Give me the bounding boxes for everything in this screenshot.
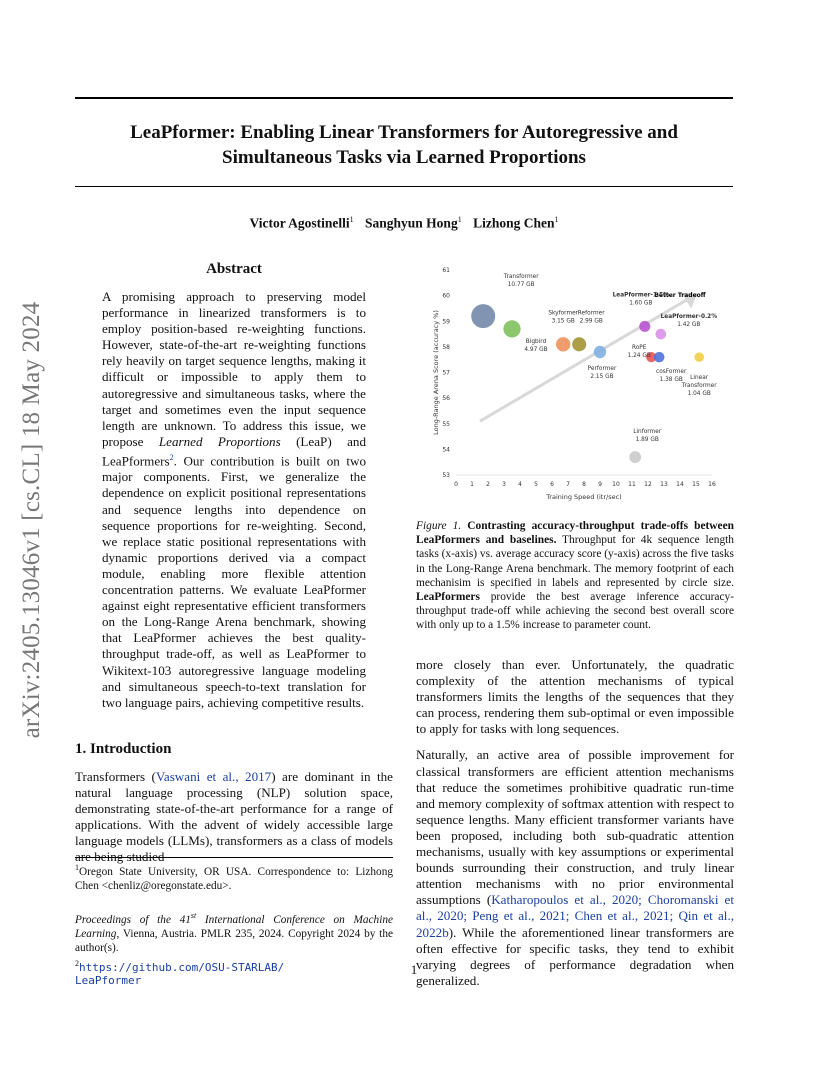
data-point-bubble [503, 320, 520, 337]
x-tick-label: 14 [676, 481, 684, 488]
x-tick-label: 13 [660, 481, 668, 488]
author-affiliation: 1 [457, 215, 462, 224]
caption-bold: Contrasting accuracy-throughput trade-offs between LeaPformers and baselines. [416, 520, 734, 547]
data-point-bubble [654, 352, 665, 363]
author-name: Lizhong Chen [473, 215, 555, 231]
point-name-label: LeaPformer-0.2% [660, 314, 718, 321]
figure-caption [416, 519, 734, 633]
author-affiliation: 1 [349, 215, 354, 224]
author-name: Sanghyun Hong [365, 215, 458, 231]
point-name-label: cosFormer [656, 369, 687, 376]
y-tick-label: 57 [442, 369, 450, 377]
y-tick-label: 53 [442, 472, 450, 479]
section-heading-introduction: 1. Introduction [75, 741, 172, 757]
data-point-bubble [594, 346, 606, 358]
y-axis-label: Long-Range Arena Score (accuracy %) [432, 310, 440, 435]
point-memory-label: 1.60 GB [629, 300, 653, 307]
x-tick-label: 2 [486, 481, 490, 488]
x-tick-label: 8 [582, 481, 586, 488]
paragraph-text: ). While the aforementioned linear transformers are often effective for specific tasks, they tend to exhibit varying degrees of performance degradation when generalized. [416, 924, 734, 988]
y-tick-label: 60 [442, 292, 450, 300]
intro-text: ) are dominant in the natural language processing (NLP) solution space, demonstrating state-of-the-art performance for a range of applications. With the advent of widely accessible large language models (LLMs), transformers as a class of models are being studied [75, 769, 393, 865]
x-tick-label: 9 [598, 481, 602, 488]
point-memory-label: 1.89 GB [635, 437, 659, 444]
top-rule [75, 97, 733, 99]
point-memory-label: 1.04 GB [687, 391, 711, 398]
point-memory-label: 1.24 GB [627, 353, 651, 360]
paragraph [416, 747, 734, 988]
proceedings-suffix: st [190, 910, 197, 920]
point-name-label: Skyformer [548, 310, 579, 317]
intro-body [75, 769, 393, 866]
x-tick-label: 6 [550, 481, 554, 488]
caption-label: Figure 1. [416, 520, 462, 532]
x-tick-label: 11 [628, 481, 636, 488]
title-line-1: LeaPformer: Enabling Linear Transformers for Autoregressive and [130, 122, 678, 143]
proceedings-text: Proceedings of the [75, 913, 180, 926]
title-bottom-rule [75, 186, 733, 187]
footnote-mark: 1 [75, 863, 79, 872]
point-memory-label: 2.15 GB [590, 374, 614, 380]
x-tick-label: 1 [470, 481, 474, 488]
repo-link[interactable]: https://github.com/OSU-STARLAB/ [79, 960, 285, 974]
x-tick-label: 16 [708, 481, 716, 488]
intro-text: Transformers ( [75, 769, 156, 784]
x-tick-label: 3 [502, 481, 506, 488]
proceedings-number: 41 [179, 913, 191, 926]
paragraph: more closely than ever. Unfortunately, the quadratic complexity of the attention mechanisms of typical transformers limits the lengths of the sequences that they can process, rendering them sub-optimal or even impossible to apply for tasks with long sequences. [416, 657, 734, 737]
caption-text: provide the best average inference accuracy-throughput trade-off while achieving the second best overall score with only up to a 1.5% increase to parameter count. [416, 591, 734, 632]
point-name-label: Bigbird [525, 338, 547, 345]
page-number: 1 [410, 962, 418, 977]
title-line-2: Simultaneous Tasks via Learned Proportions [222, 147, 586, 168]
point-memory-label: 3.15 GB [551, 318, 575, 325]
x-tick-label: 4 [518, 481, 522, 488]
point-memory-label: 10.77 GB [507, 282, 535, 289]
caption-text: Throughput for 4k sequence length tasks (x-axis) vs. average accuracy score (y-axis) across the five tasks in the Long-Range Arena benchmark. The memory footprint of each mechanisim is specified in labels and represented by circle size. [416, 534, 734, 589]
caption-bold: LeaPformers [416, 591, 480, 604]
y-tick-label: 54 [442, 446, 450, 454]
abstract-text: A promising approach to preserving model performance in linearized transformers is to employ position-based re-weighting functions. However, state-of-the-art re-weighting functions rely heavily on target sequence lengths, making it difficult or impossible to apply them to autoregressive and simultaneous tasks, where the target and sometimes even the input sequence length are unknown. To address this issue, we propose [102, 289, 366, 449]
tradeoff-label: Better Tradeoff [654, 291, 706, 299]
data-point-bubble [694, 352, 704, 362]
point-memory-label: 2.99 GB [579, 318, 603, 325]
point-name-label: Transformer [681, 383, 717, 390]
footnote-mark: 2 [75, 958, 79, 968]
point-name-label: Transformer [503, 274, 539, 281]
point-name-label: Linear [690, 375, 709, 382]
citation-link[interactable]: Vaswani et al., 2017 [155, 769, 272, 784]
abstract-emphasis: Learned Proportions [158, 433, 281, 449]
data-point-bubble [639, 321, 650, 332]
data-point-bubble [655, 329, 666, 340]
arxiv-stamp: arXiv:2405.13046v1 [cs.CL] 18 May 2024 [18, 301, 45, 739]
proceedings-text: International Conference on Machine Learning [75, 913, 393, 940]
point-name-label: Reformer [577, 310, 605, 317]
x-tick-label: 15 [692, 481, 700, 488]
x-tick-label: 12 [644, 481, 652, 488]
point-memory-label: 1.38 GB [659, 377, 683, 384]
author-affiliation: 1 [554, 215, 559, 224]
citation-link[interactable]: Katharopoulos et al., 2020; Choromanski et al., 2020; Peng et al., 2021; Chen et al., 2021; Qin et al., 2022b [416, 892, 734, 940]
abstract-heading: Abstract [206, 261, 262, 277]
right-column-body [416, 657, 734, 989]
point-memory-label: 4.97 GB [524, 346, 548, 353]
x-tick-label: 7 [566, 481, 570, 488]
abstract-text: . Our contribution is built on two major components. First, we generalize the dependence on explicit positional representations and sequence lengths into dependence on sequence proportions for re-weighting. Second, we replace static positional representations with dynamic proportions derived via a compact module, enabling more flexible attention concentration patterns. We evaluate LeaPformer against eight representative efficient transformers on the Long-Range Arena benchmark, showing that LeaPformer achieves the best quality-throughput trade-off, as well as LeaPformer to Wikitext-103 autoregressive language modeling and simultaneous speech-to-text translation for two language pairs, achieving competitive results. [102, 453, 366, 710]
footnote-text: Oregon State University, OR USA. Correspondence to: Lizhong Chen <chenliz@oregonstate.edu>. [75, 865, 393, 892]
paragraph-text: Naturally, an active area of possible improvement for classical transformers are efficient attention mechanisms that reduce the sometimes prohibitive quadratic run-time and memory complexity of softmax attention with respect to sequence lengths. Many efficient transformer variants have been proposed, including both sub-quadratic attention mechanisms, usually with key assumptions or experimental bounds surrounding their construction, and truly linear attention mechanisms with no prior environmental assumptions ( [416, 747, 734, 908]
data-point-bubble [629, 451, 641, 463]
point-name-label: RoPE [631, 345, 647, 352]
y-tick-label: 58 [442, 343, 450, 351]
point-name-label: LeaPformer-1.5% [612, 292, 670, 299]
x-tick-label: 10 [612, 481, 620, 488]
data-point-bubble [572, 337, 586, 351]
abstract-text: (LeaP) and LeaPformers [102, 433, 366, 469]
data-point-bubble [471, 304, 495, 328]
point-name-label: Performer [587, 366, 617, 372]
y-tick-label: 59 [442, 318, 450, 326]
y-tick-label: 61 [442, 267, 450, 274]
abstract-body [102, 289, 366, 711]
author-name: Victor Agostinelli [249, 215, 350, 231]
paper-title [75, 120, 733, 170]
proceedings-note [75, 909, 393, 955]
y-tick-label: 55 [442, 420, 450, 428]
x-axis-label: Training Speed (itr/sec) [546, 493, 622, 501]
y-tick-label: 56 [442, 395, 450, 403]
point-memory-label: 1.42 GB [677, 322, 701, 329]
proceedings-text: , Vienna, Austria. PMLR 235, 2024. Copyright 2024 by the author(s). [75, 927, 393, 954]
footnote-ref-link[interactable]: 2 [169, 452, 174, 462]
repo-link[interactable]: LeaPformer [75, 974, 142, 988]
author-list [75, 215, 733, 232]
accuracy-throughput-chart [430, 262, 730, 502]
footnote-1 [75, 861, 393, 893]
data-point-bubble [556, 337, 570, 351]
point-name-label: Linformer [633, 429, 662, 436]
x-tick-label: 5 [534, 481, 538, 488]
x-tick-label: 0 [454, 481, 458, 488]
